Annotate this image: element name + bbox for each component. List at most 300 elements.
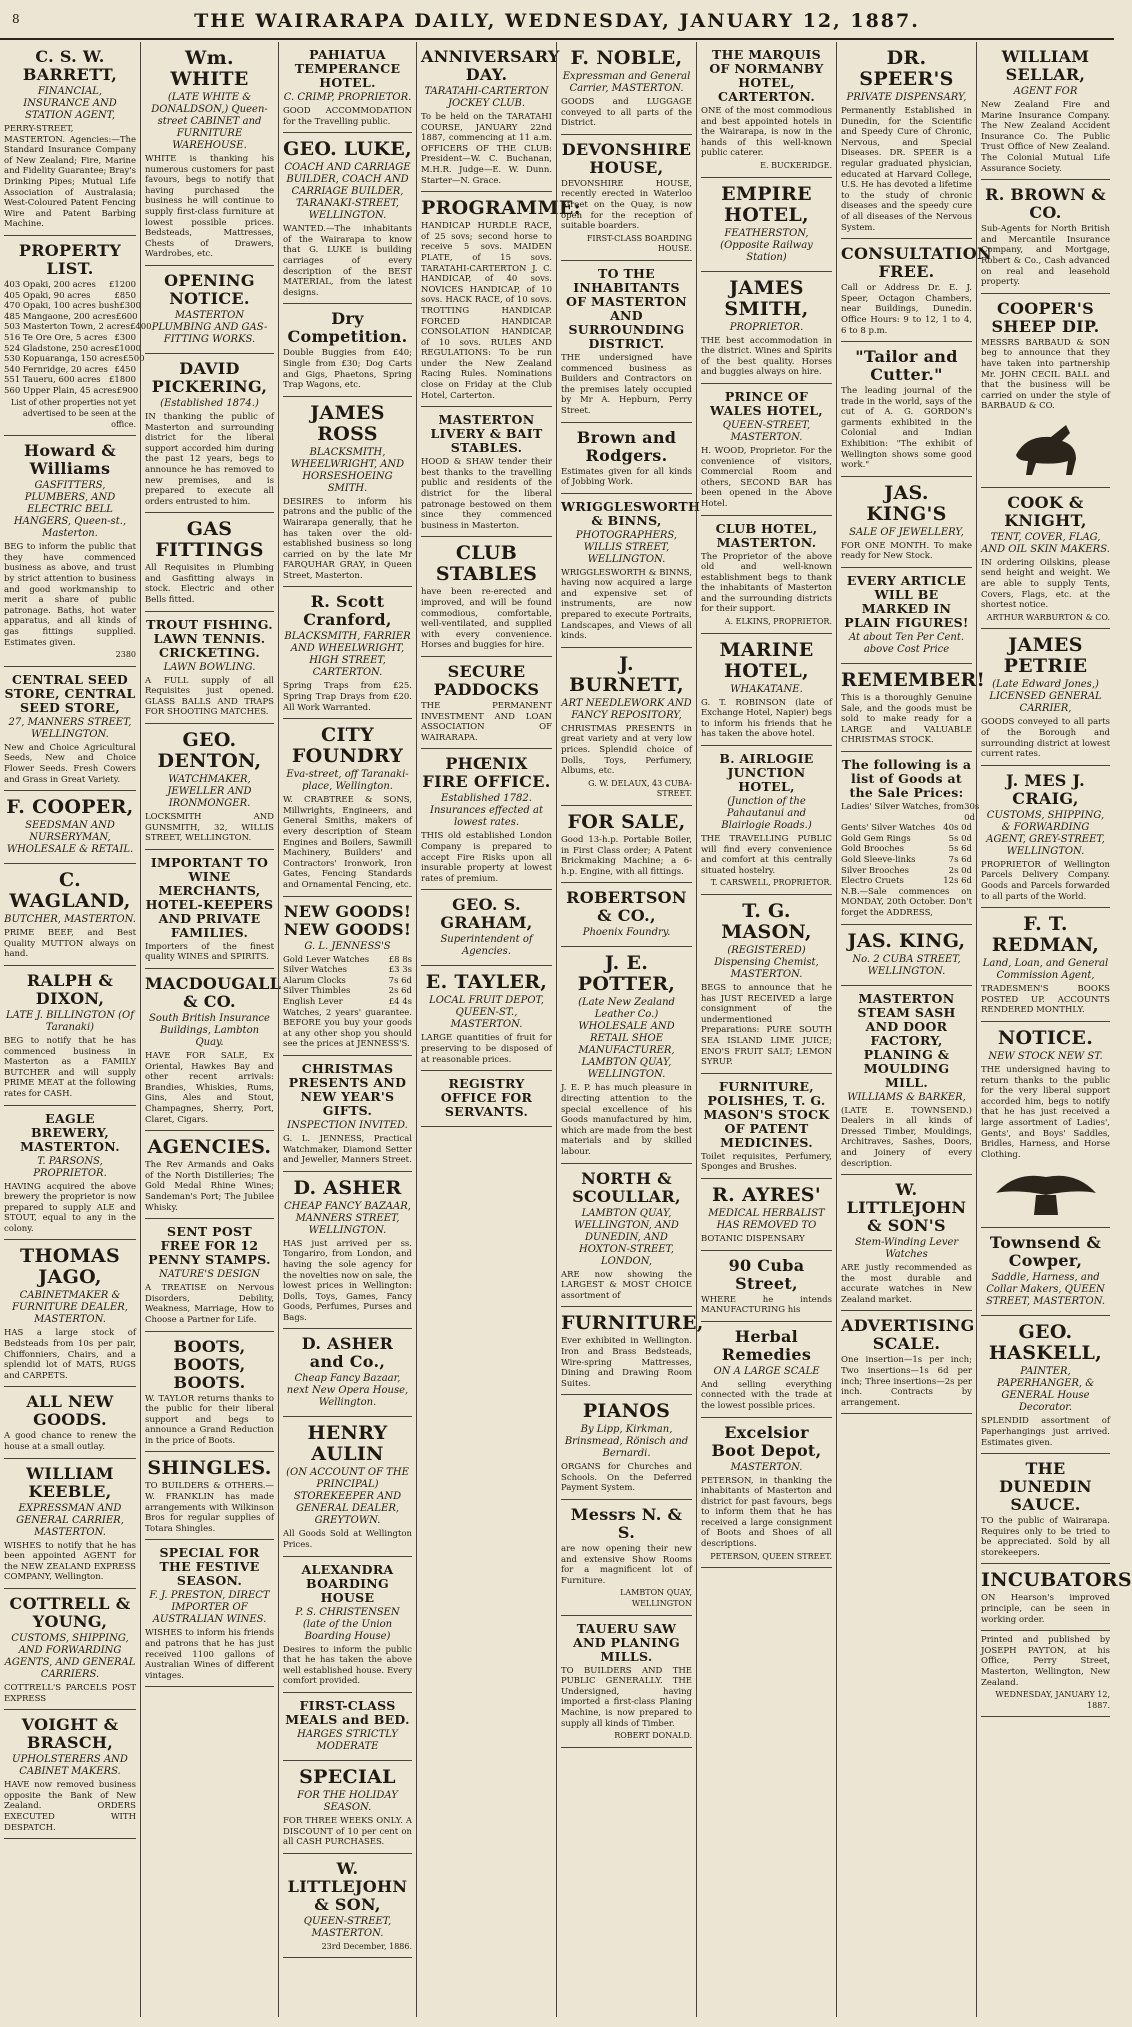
ad-subheading: WATCHMAKER, JEWELLER AND IRONMONGER. xyxy=(167,774,252,810)
ad-heading: INCUBATORS xyxy=(981,1569,1132,1592)
advertisement xyxy=(145,724,274,850)
advertisement xyxy=(145,42,274,266)
advertisement xyxy=(841,752,980,925)
ad-heading: J. E. POTTER, xyxy=(577,952,676,996)
ad-body-text: ARE now showing the LARGEST & MOST CHOICE assortment of xyxy=(561,1269,692,1301)
ad-heading: SPECIAL xyxy=(299,1766,396,1789)
ad-heading: CLUB STABLES xyxy=(435,542,538,586)
ad-subheading: CABINETMAKER & FURNITURE DEALER, MASTERTON. xyxy=(12,1290,128,1326)
ad-subheading: BLACKSMITH, FARRIER AND WHEELWRIGHT, HIGH STREET, CARTERTON. xyxy=(284,631,411,679)
ad-heading: F. NOBLE, xyxy=(570,47,683,69)
ad-subheading: BUTCHER, MASTERTON. xyxy=(4,914,136,926)
advertisement xyxy=(981,766,1110,908)
column-8 xyxy=(976,42,1132,2017)
ad-body-text: WISHES to inform his friends and patrons that he has just received 1100 gallons of Australian Wines of different vintages. xyxy=(145,1628,274,1681)
price-row xyxy=(841,823,972,834)
advertisement xyxy=(4,1710,136,1839)
advertisement xyxy=(841,1175,972,1311)
ad-heading: SHINGLES. xyxy=(147,1457,272,1480)
ad-heading: Messrs N. & S. xyxy=(570,1505,683,1543)
advertisement xyxy=(145,850,274,969)
ad-heading: EAGLE BREWERY, MASTERTON. xyxy=(20,1110,120,1154)
ad-subheading: MASTERTON. xyxy=(730,1461,803,1473)
advertisement xyxy=(701,895,832,1074)
advertisement xyxy=(841,1311,975,1414)
ad-subheading: Cheap Fancy Bazaar, next New Opera House, Wellington. xyxy=(286,1373,409,1409)
ad-heading: DR. SPEER'S xyxy=(859,47,954,90)
price-item: 540 Fernridge, 20 acres xyxy=(4,364,108,375)
ad-subheading: NATURE'S DESIGN xyxy=(159,1269,260,1281)
ad-heading: 90 Cuba Street, xyxy=(728,1255,805,1293)
ad-subheading: HARGES STRICTLY MODERATE xyxy=(297,1729,398,1753)
ad-heading: E. TAYLER, xyxy=(425,971,548,994)
ad-heading: VOIGHT & BRASCH, xyxy=(21,1715,119,1753)
ad-heading: JAMES ROSS xyxy=(310,401,385,445)
ad-body-text: HAS a large stock of Bedsteads from 10s per pair, Chiffonniers, Chairs, and a splendid lot of MATS, RUGS and CARPETS. xyxy=(4,1328,136,1381)
ad-body-text: Double Buggies from £40; Single from £30; Dog Carts and Gigs, Phaetons, Spring Trap Wagons, etc. xyxy=(283,348,412,391)
ad-heading: REMEMBER! xyxy=(841,669,986,692)
ad-body-text: BEGS to announce that he has JUST RECEIVED a large consignment of the undermentioned Preparations: PURE SOUTH SEA ISLAND LIME JUICE; ENO'S FRUIT SALT; LEMON SYRUP. xyxy=(701,983,832,1068)
advertisement xyxy=(701,634,832,746)
ad-subheading: QUEEN-STREET, MASTERTON. xyxy=(722,419,811,443)
ad-heading: R. Scott Cranford, xyxy=(303,592,392,630)
horse-icon xyxy=(996,415,1096,479)
advertisement xyxy=(145,1452,274,1540)
price-row xyxy=(283,955,412,966)
ad-heading: GEO. HASKELL, xyxy=(988,1321,1103,1365)
ad-heading: F. COOPER, xyxy=(6,796,134,819)
price-row xyxy=(4,312,136,323)
ad-subheading: COACH AND CARRIAGE BUILDER, COACH AND CARRIAGE BUILDER, TARANAKI-STREET, WELLINGTON. xyxy=(284,162,411,222)
price-value: £400 xyxy=(129,322,152,333)
advertisement xyxy=(841,42,972,239)
advertisement xyxy=(283,1557,412,1693)
advertisement xyxy=(145,969,282,1131)
ad-body-text: THE best accommodation in the district. Wines and Spirits of the best quality. Horses and buggies always on hire. xyxy=(701,335,832,378)
ad-subheading: LATE J. BILLINGTON (Of Taranaki) xyxy=(6,1009,134,1033)
price-item: 405 Opaki, 90 acres xyxy=(4,290,91,301)
price-row xyxy=(841,876,972,887)
advertisement xyxy=(981,629,1110,765)
ad-body-text: have been re-erected and improved, and will be found commodious, comfortable, well-ventilated, and supplied with every convenience. Horses and buggies for hire. xyxy=(421,587,552,651)
ad-heading: Howard & Williams xyxy=(24,441,116,479)
advertisement xyxy=(421,1071,552,1127)
ad-heading: FOR SALE, xyxy=(567,811,686,833)
advertisement xyxy=(283,1693,412,1761)
ad-body-text: PRIME BEEF, and Best Quality MUTTON always on hand. xyxy=(4,928,136,960)
ad-body-text: MESSRS BARBAUD & SON beg to announce that they have taken into partnership Mr. JOHN CECIL BALL and that the business will be carried on under the style of BARBAUD & CO. xyxy=(981,337,1110,412)
ad-subheading: (Late Edward Jones,) LICENSED GENERAL CARRIER, xyxy=(989,679,1102,715)
ad-heading: SPECIAL FOR THE FESTIVE SEASON. xyxy=(159,1545,260,1589)
ad-heading: MARINE HOTEL, xyxy=(719,638,814,682)
advertisement xyxy=(701,1251,832,1322)
ad-subheading: No. 2 CUBA STREET, WELLINGTON. xyxy=(852,953,961,977)
advertisement xyxy=(561,42,692,135)
advertisement xyxy=(701,516,832,634)
ad-subheading: Saddle, Harness, and Collar Makers, QUEEN STREET, MASTERTON. xyxy=(986,1272,1105,1308)
price-item: Gold Brooches xyxy=(841,844,904,855)
advertisement xyxy=(283,1329,412,1417)
ad-body-text: GOODS conveyed to all parts of the Borough and surrounding district at lowest current rates. xyxy=(981,717,1110,760)
ad-body-text: A FULL supply of all Requisites just opened. GLASS BALLS AND TRAPS FOR SHOOTING MATCHES. xyxy=(145,675,274,718)
advertisement xyxy=(4,966,136,1106)
advertisement xyxy=(561,135,692,261)
price-item: Gold Gem Rings xyxy=(841,833,911,844)
ad-body-text: J. E. P. has much pleasure in directing attention to the special excellence of his Goods manufactured by him, which are made from the best materials and by skilled labour. xyxy=(561,1083,692,1157)
advertisement xyxy=(4,1459,136,1589)
price-item: 551 Taueru, 600 acres xyxy=(4,375,101,386)
ad-signature: ARTHUR WARBURTON & CO. xyxy=(986,612,1110,622)
ad-subheading: LAMBTON QUAY, WELLINGTON, AND DUNEDIN, AND HOXTON-STREET, LONDON, xyxy=(574,1207,679,1267)
ad-body-text: HANDICAP HURDLE RACE, of 25 sovs; second horse to receive 5 sovs. MAIDEN PLATE, of 15 sovs. TARATAHI-CARTERTON J. C. HANDICAP, of 40 sovs. NOVICES HANDICAP, of 10 sovs. HACK RACE, of 10 sovs. TROTTING HANDICAP. FORCED HANDICAP. CONSOLATION HANDICAP, of 10 sovs. RULES AND REGULATIONS: To be run under the New Zealand Racing Rules. Nominations close on Friday at the Club Hotel, Carterton. xyxy=(421,221,552,401)
advertisement xyxy=(981,908,1110,1022)
ad-body-text: HOOD & SHAW tender their best thanks to the travelling public and residents of the district for the liberal patronage bestowed on them since they commenced business in Masterton. xyxy=(421,457,552,531)
ad-subheading: P. S. CHRISTENSEN (late of the Union Boarding House) xyxy=(295,1606,400,1642)
price-row xyxy=(4,333,136,344)
ad-heading: TROUT FISHING. LAWN TENNIS. CRICKETING. xyxy=(146,616,273,660)
ad-body-text: FOR ONE MONTH. To make ready for New Stock. xyxy=(841,540,972,562)
price-item: English Lever xyxy=(283,996,343,1007)
ad-body-text: THE PERMANENT INVESTMENT AND LOAN ASSOCIATION OF WAIRARAPA. xyxy=(421,700,552,743)
ad-body-text: DEVONSHIRE HOUSE, recently erected in Waterloo Street on the Quay, is now open for the reception of suitable boarders. xyxy=(561,178,692,232)
ad-body-text: Ever exhibited in Wellington. Iron and Brass Bedsteads, Wire-spring Mattresses, Dining and Drawing Room Suites. xyxy=(561,1336,692,1389)
ad-subheading: G. L. JENNESS'S xyxy=(304,940,391,952)
advertisement xyxy=(283,1417,412,1556)
ad-body-text: IN thanking the public of Masterton and surrounding district for the liberal support accorded him during the past 12 years, begs to announce he has removed to new premises, and is prepared to execute all orders entrusted to him. xyxy=(145,411,274,507)
price-row xyxy=(841,844,972,855)
ad-subheading: T. PARSONS, PROPRIETOR. xyxy=(33,1155,107,1179)
ad-heading: PHŒNIX FIRE OFFICE. xyxy=(422,754,551,792)
ad-heading: CHRISTMAS PRESENTS AND NEW YEAR'S GIFTS. xyxy=(288,1060,407,1118)
price-row xyxy=(283,965,412,976)
advertisement xyxy=(981,42,1110,180)
ad-body-text: COTTRELL'S PARCELS POST EXPRESS xyxy=(4,1683,136,1704)
price-row xyxy=(4,322,152,333)
column-7 xyxy=(836,42,992,2017)
ad-subheading: Eva-street, off Taranaki-place, Wellington. xyxy=(286,769,409,793)
ad-heading: WILLIAM KEEBLE, xyxy=(26,1463,114,1501)
price-row xyxy=(841,866,972,877)
ad-subheading: CUSTOMS, SHIPPING, & FORWARDING AGENT, GREY-STREET, WELLINGTON. xyxy=(986,809,1105,857)
ad-subheading: ON A LARGE SCALE xyxy=(713,1365,820,1377)
ad-body-text: PERRY-STREET, MASTERTON. Agencies:—The Standard Insurance Company of New Zealand; Fire, Marine and Fidelity Guarantee; Bray's Drinking Pipes; Mutual Life Association of Australasia; West-Coloured Patent Fencing Wire and Patent Barbing Machine. xyxy=(4,124,136,230)
advertisement xyxy=(4,791,136,864)
ad-heading: COTTRELL & YOUNG, xyxy=(9,1594,131,1631)
ad-body-text: HAVE FOR SALE, Ex Oriental, Hawkes Bay and other recent arrivals: Brandies, Whiskies, Rums, Gins, Ales and Stout, Champagnes, Sherry, Port, Claret, Cigars. xyxy=(145,1051,274,1125)
advertisement xyxy=(421,657,552,749)
advertisement xyxy=(701,1074,832,1179)
ad-heading: J. MES J. CRAIG, xyxy=(1005,770,1086,808)
ad-body-text: BEG to inform the public that they have commenced business as above, and trust by strict attention to business and good workmanship to merit a share of public patronage. Baths, hot water apparatus, and all kinds of gas fittings supplied. Estimates given. xyxy=(4,542,136,648)
ad-signature: G. W. DELAUX, 43 CUBA-STREET. xyxy=(588,778,692,799)
ad-heading: PROGRAMME: xyxy=(421,197,581,220)
ad-heading: Dry Competition. xyxy=(287,309,408,347)
ad-subheading: (Established 1874.) xyxy=(160,397,259,409)
saddle-icon xyxy=(986,1163,1106,1219)
price-value: 7s 6d xyxy=(948,854,972,865)
advertisement xyxy=(701,178,832,272)
advertisement xyxy=(421,192,581,407)
price-row xyxy=(283,976,412,987)
ad-heading: SECURE PADDOCKS xyxy=(433,661,540,699)
ad-heading: OPENING NOTICE. xyxy=(164,270,255,308)
advertisement xyxy=(421,407,552,537)
advertisement xyxy=(561,883,692,947)
ad-body-text: And selling everything connected with the trade at the lowest possible prices. xyxy=(701,1379,832,1411)
ad-body-text: HAVE now removed business opposite the Bank of New Zealand. ORDERS EXECUTED WITH DESPATCH. xyxy=(4,1780,136,1833)
ad-body-text: DESIRES to inform his patrons and the public of the Wairarapa generally, that he has taken over the old-established business so long carried on by the late Mr FARQUHAR GRAY, in Queen Street, Masterton. xyxy=(283,496,412,581)
column-3 xyxy=(278,42,416,2017)
ad-subheading: By Lipp, Kirkman, Brinsmead, Rönisch and Bernardi. xyxy=(564,1424,689,1460)
ad-body-text: ARE justly recommended as the most durable and accurate watches in New Zealand market. xyxy=(841,1263,972,1305)
advertisement xyxy=(701,1179,832,1251)
price-row xyxy=(283,986,412,997)
advertisement xyxy=(561,947,692,1163)
ad-subheading: PROPRIETOR. xyxy=(729,321,804,333)
ad-heading: GEO. DENTON, xyxy=(157,729,262,773)
price-value: £300 xyxy=(119,301,141,312)
price-list xyxy=(841,802,980,887)
ad-body-text: Printed and published by JOSEPH PAYTON, at his Office, Perry Street, Masterton, Wellington, New Zealand. xyxy=(981,1635,1110,1688)
advertisement xyxy=(145,1131,274,1219)
masthead xyxy=(0,0,1114,40)
advertisement xyxy=(4,1240,136,1387)
advertisement xyxy=(4,1106,136,1241)
ad-body-text: HAS just arrived per ss. Tongariro, from London, and having the sole agency for the novelties now on sale, the lowest prices in Wellington: Dolls, Toys, Games, Fancy Goods, Perfumes, Purses and Bags. xyxy=(283,1238,412,1323)
price-row xyxy=(4,354,145,365)
page-number: 8 xyxy=(12,12,20,26)
ad-subheading: F. J. PRESTON, DIRECT IMPORTER OF AUSTRALIAN WINES. xyxy=(149,1590,270,1626)
advertisement xyxy=(981,1564,1132,1631)
ad-subheading: AGENT FOR xyxy=(1013,86,1078,97)
ad-heading: ADVERTISING SCALE. xyxy=(841,1316,975,1354)
ad-heading: C. WAGLAND, xyxy=(9,869,131,913)
ad-heading: ALEXANDRA BOARDING HOUSE xyxy=(301,1561,394,1605)
ad-heading: "Tailor and Cutter." xyxy=(855,347,958,385)
ad-heading: MASTERTON STEAM SASH AND DOOR FACTORY, PLANING & MOULDING MILL. xyxy=(857,990,956,1090)
advertisement xyxy=(283,42,412,133)
ad-heading: THE DUNEDIN SAUCE. xyxy=(999,1459,1092,1515)
ad-heading: FURNITURE, POLISHES, T. G. MASON'S STOCK OF PATENT MEDICINES. xyxy=(703,1078,830,1150)
ad-signature: LAMBTON QUAY, WELLINGTON xyxy=(620,1588,692,1609)
advertisement xyxy=(283,719,412,896)
price-value: £600 xyxy=(115,311,138,322)
ad-heading: W. LITTLEJOHN & SON'S xyxy=(846,1180,967,1236)
advertisement xyxy=(145,266,274,354)
advertisement xyxy=(421,890,552,966)
advertisement xyxy=(145,1332,274,1453)
advertisement xyxy=(421,966,552,1071)
ad-body-text: HAVING acquired the above brewery the proprietor is now prepared to supply ALE and STOUT, equal to any in the colony. xyxy=(4,1181,136,1234)
price-value: £1800 xyxy=(108,375,136,386)
advertisement xyxy=(981,180,1110,294)
ad-body-text: WANTED.—The inhabitants of the Wairarapa to know that G. LUKE is building carriages of every description of the BEST MATERIAL, from the latest designs. xyxy=(283,224,412,298)
ad-subheading: Expressman and General Carrier, MASTERTON. xyxy=(562,71,691,94)
ad-body-text: N.B.—Sale commences on MONDAY, 20th October. Don't forget the ADDRESS, xyxy=(841,886,972,918)
newspaper-title: THE WAIRARAPA DAILY, WEDNESDAY, JANUARY 12, 1887. xyxy=(194,10,920,32)
price-value: 12s 6d xyxy=(943,876,972,887)
ad-body-text: Watches, 2 years' guarantee. BEFORE you buy your goods at any other shop you should see the prices at JENNESS'S. xyxy=(283,1007,412,1050)
advertisement xyxy=(701,384,832,516)
price-item: Silver Thimbles xyxy=(283,986,351,997)
ad-heading: C. S. W. BARRETT, xyxy=(22,47,118,84)
advertisement xyxy=(561,1395,692,1500)
ad-subheading: NEW STOCK NEW ST. xyxy=(988,1050,1103,1062)
ad-heading: T. G. MASON, xyxy=(721,900,812,943)
price-list xyxy=(4,279,152,397)
ad-subheading: MASTERTON PLUMBING AND GAS-FITTING WORKS. xyxy=(151,309,268,345)
advertisement xyxy=(4,236,152,436)
ad-heading: COOPER'S SHEEP DIP. xyxy=(991,298,1100,336)
ad-heading: R. BROWN & CO. xyxy=(985,185,1106,223)
advertisement xyxy=(4,667,136,791)
ad-subheading: (LATE WHITE & DONALDSON,) Queen-street CABINET and FURNITURE WAREHOUSE. xyxy=(151,92,268,151)
ad-heading: BOOTS, BOOTS, BOOTS. xyxy=(173,1336,246,1392)
price-item: 524 Gladstone, 250 acres xyxy=(4,343,114,354)
price-item: Alarum Clocks xyxy=(283,975,346,986)
ad-subheading: South British Insurance Buildings, Lambton Quay. xyxy=(149,1013,270,1048)
price-value: 7s 6d xyxy=(388,975,412,986)
advertisement xyxy=(701,272,832,384)
ad-heading: EVERY ARTICLE WILL BE MARKED IN PLAIN FIGURES! xyxy=(844,573,969,631)
ad-heading: D. ASHER xyxy=(293,1176,402,1199)
price-value: £8 8s xyxy=(388,954,412,965)
ad-subheading: GASFITTERS, PLUMBERS, AND ELECTRIC BELL HANGERS, Queen-st., Masterton. xyxy=(13,480,127,540)
ad-heading: TAUERU SAW AND PLANING MILLS. xyxy=(573,1620,680,1664)
column-1 xyxy=(0,42,152,2017)
ad-heading: ANNIVERSARY DAY. xyxy=(421,47,560,84)
ad-heading: FURNITURE, xyxy=(561,1312,704,1335)
ad-subheading: UPHOLSTERERS AND CABINET MAKERS. xyxy=(12,1754,128,1778)
price-row xyxy=(4,343,142,355)
ad-body-text: G. T. ROBINSON (late of Exchange Hotel, Napier) begs to inform his friends that he has taken the above hotel. xyxy=(701,697,832,740)
ad-subheading: Established 1782. Insurances effected at lowest rates. xyxy=(430,793,543,829)
ad-body-text: THIS old established London Company is prepared to accept Fire Risks upon all insurable property at lowest rates of premium. xyxy=(421,831,552,884)
ad-body-text: Call or Address Dr. E. J. Speer, Octagon Chambers, near Buildings, Dunedin. Office Hours: 9 to 12, 1 to 4, 6 to 8 p.m. xyxy=(841,283,972,336)
advertisement xyxy=(981,1316,1110,1454)
ad-heading: NORTH & SCOULLAR, xyxy=(572,1168,681,1206)
advertisement xyxy=(421,749,552,890)
ad-heading: GEO. LUKE, xyxy=(283,138,412,161)
ad-body-text: Spring Traps from £25. Spring Trap Drays from £20. All Work Warranted. xyxy=(283,681,412,713)
advertisement xyxy=(283,587,412,719)
price-value: £1200 xyxy=(108,279,136,290)
ad-body-text: G. L. JENNESS, Practical Watchmaker, Diamond Setter and Jeweller, Manners Street. xyxy=(283,1133,412,1166)
ad-body-text: WISHES to notify that he has been appointed AGENT for the NEW ZEALAND EXPRESS COMPANY, Wellington. xyxy=(4,1540,136,1583)
advertisement xyxy=(701,1418,832,1569)
price-item: Silver Brooches xyxy=(841,865,910,876)
ad-heading: Excelsior Boot Depot, xyxy=(711,1422,822,1460)
ad-subheading: WILLIAMS & BARKER, xyxy=(847,1091,966,1103)
price-item: Gold Lever Watches xyxy=(283,954,370,965)
price-value: 5s 0d xyxy=(948,833,972,844)
price-item: Ladies' Silver Watches, from xyxy=(841,802,965,812)
advertisement xyxy=(283,304,412,396)
ad-heading: ROBERTSON & CO., xyxy=(566,888,687,926)
ad-heading: PROPERTY LIST. xyxy=(18,240,122,278)
ad-body-text: PETERSON, in thanking the inhabitants of Masterton and district for past favours, begs to inform them that he has received a large consignment of Boots and Shoes of all descriptions. xyxy=(701,1475,832,1550)
price-value: 30s 0d xyxy=(964,802,980,823)
price-item: 403 Opaki, 200 acres xyxy=(4,279,96,290)
ad-body-text: The Rev Armands and Oaks of the North Distilleries; The Gold Medal Rhine Wines; Sandeman's Port; The Jubilee Whisky. xyxy=(145,1160,274,1213)
advertisement xyxy=(841,477,972,568)
ad-body-text: New and Choice Agricultural Seeds, New and Choice Flower Seeds. Fresh Cowers and Grass in Great Variety. xyxy=(4,742,136,785)
price-item: Gents' Silver Watches xyxy=(841,823,936,834)
ad-heading: NOTICE. xyxy=(997,1026,1094,1049)
ad-signature: 2380 xyxy=(115,650,136,660)
ad-signature: ROBERT DONALD. xyxy=(614,1731,692,1741)
ad-body-text: Permanently Established in Dunedin, for the Scientific and Speedy Cure of Chronic, Nervous, and Special Diseases. DR. SPEER is a regular graduated physician, educated at Harvard College, U.S. He has devoted a lifetime to the study of chronic diseases and the speedy cure of all diseases of the Nervous System. xyxy=(841,106,972,233)
ad-body-text: One insertion—1s per inch; Two insertions—1s 6d per inch; Three insertions—2s per inch. Contracts by arrangement. xyxy=(841,1355,972,1408)
advertisement xyxy=(283,1056,412,1172)
price-value: 2s 0d xyxy=(948,865,972,876)
ad-subheading: BLACKSMITH, WHEELWRIGHT, AND HORSESHOEING SMITH. xyxy=(290,446,405,494)
ad-heading: F. T. REDMAN, xyxy=(991,913,1100,957)
ad-subheading: CUSTOMS, SHIPPING, AND FORWARDING AGENTS, AND GENERAL CARRIERS. xyxy=(4,1633,136,1680)
price-item: 560 Upper Plain, 45 acres xyxy=(4,385,117,396)
advertisement xyxy=(4,436,136,667)
ad-heading: SENT POST FREE FOR 12 PENNY STAMPS. xyxy=(148,1224,271,1268)
ad-subheading: 27, MANNERS STREET, WELLINGTON. xyxy=(8,716,132,740)
ad-heading: WILLIAM SELLAR, xyxy=(1001,47,1090,84)
ad-body-text: GOODS and LUGGAGE conveyed to all parts of the District. xyxy=(561,97,692,129)
advertisement xyxy=(981,488,1110,630)
ad-heading: PRINCE OF WALES HOTEL, xyxy=(710,388,823,418)
ad-heading: DAVID PICKERING, xyxy=(151,358,268,396)
price-item: Electro Cruets xyxy=(841,876,904,887)
ad-signature: FIRST-CLASS BOARDING HOUSE. xyxy=(586,233,692,254)
ad-body-text: IN ordering Oilskins, please send height and weight. We are able to supply Tents, Covers, Flags, etc. at the shortest notice. xyxy=(981,557,1110,611)
price-value: £3 3s xyxy=(388,965,412,976)
ad-subheading: Phoenix Foundry. xyxy=(582,927,671,939)
price-row xyxy=(841,834,972,845)
ad-signature: List of other properties not yet advertised to be seen at the office. xyxy=(10,398,136,429)
price-value: 2s 6d xyxy=(388,986,412,997)
advertisement xyxy=(841,568,972,664)
advertisement xyxy=(283,1761,412,1854)
ad-heading: CENTRAL SEED STORE, CENTRAL SEED STORE, xyxy=(4,671,136,715)
ad-heading: WRIGGLESWORTH & BINNS, xyxy=(561,498,701,528)
ad-subheading: Superintendent of Agencies. xyxy=(440,934,533,958)
price-row xyxy=(4,365,136,376)
ad-subheading: SEEDSMAN AND NURSERYMAN, WHOLESALE & RETAIL. xyxy=(6,820,134,856)
ad-subheading: SALE OF JEWELLERY, xyxy=(849,526,964,538)
advertisement xyxy=(283,133,412,304)
price-item: 470 Opaki, 100 acres bush xyxy=(4,301,120,312)
ad-heading: Townsend & Cowper, xyxy=(989,1233,1102,1271)
ad-heading: JAMES SMITH, xyxy=(724,276,809,320)
ad-body-text: A good chance to renew the house at a small outlay. xyxy=(4,1431,136,1453)
ad-body-text: Importers of the finest quality WINES and SPIRITS. xyxy=(145,941,274,963)
price-value: £900 xyxy=(116,385,139,396)
ad-heading: JAS. KING, xyxy=(847,929,966,952)
ad-subheading: QUEEN-STREET, MASTERTON. xyxy=(303,1915,392,1939)
column-4 xyxy=(416,42,581,2017)
advertisement xyxy=(981,294,1110,488)
advertisement xyxy=(421,42,560,192)
ad-heading: THOMAS JAGO, xyxy=(20,1245,120,1289)
ad-body-text: All Goods Sold at Wellington Prices. xyxy=(283,1529,412,1551)
ad-body-text: PROPRIETOR of Wellington Parcels Delivery Company. Goods and Parcels forwarded to all parts of the World. xyxy=(981,859,1110,902)
ad-body-text: WHERE he intends MANUFACTURING his xyxy=(701,1294,832,1316)
ad-heading: RALPH & DIXON, xyxy=(26,970,114,1008)
price-row xyxy=(4,375,136,386)
ad-signature: WEDNESDAY, JANUARY 12, 1887. xyxy=(995,1690,1110,1710)
ad-body-text: TO BUILDERS & OTHERS.—W. FRANKLIN has made arrangements with Wilkinson Bros for regular supplies of Totara Shingles. xyxy=(145,1481,274,1534)
ad-subheading: EXPRESSMAN AND GENERAL CARRIER, MASTERTON. xyxy=(16,1502,124,1538)
ad-body-text: LARGE quantities of fruit for preserving to be disposed of at reasonable prices. xyxy=(421,1033,552,1065)
advertisement xyxy=(561,1307,704,1395)
